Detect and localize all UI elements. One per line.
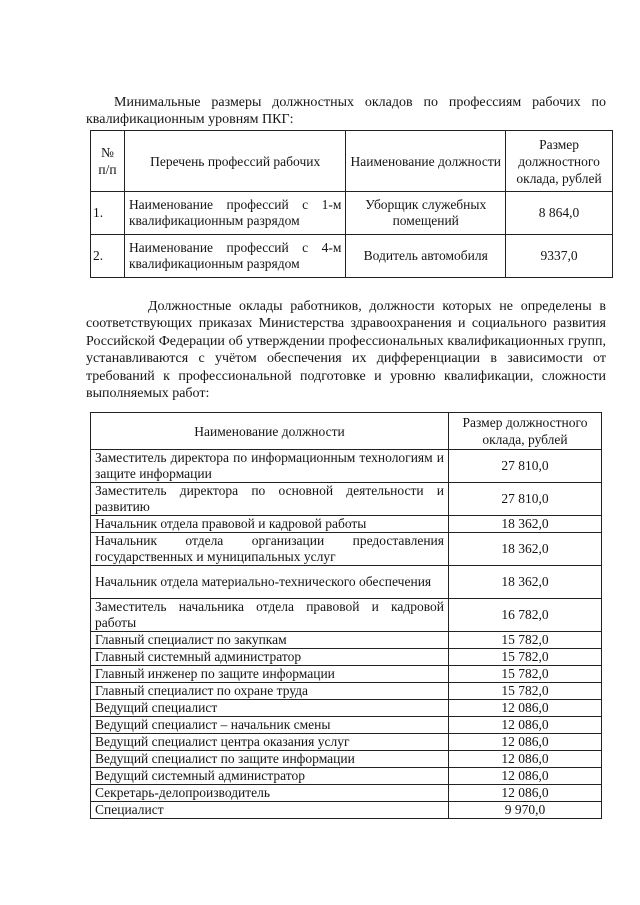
salary-value: 12 086,0: [449, 700, 602, 717]
salary-value: 16 782,0: [449, 599, 602, 632]
row-number: 1.: [91, 192, 125, 235]
table-row: [91, 450, 602, 483]
header-position: Наименование должности: [346, 131, 506, 192]
position-name: Ведущий специалист – начальник смены: [91, 717, 449, 734]
header-salary: Размер должностного оклада, рублей: [449, 413, 602, 450]
salary-value: 15 782,0: [449, 649, 602, 666]
position-name: Заместитель начальника отдела правовой и кадровой работы: [91, 599, 449, 632]
position-name: Специалист: [91, 802, 449, 819]
table-row: [91, 235, 613, 278]
position-name: Главный системный администратор: [91, 649, 449, 666]
salary-value: 15 782,0: [449, 632, 602, 649]
table-row: [91, 649, 602, 666]
position-name: Главный специалист по закупкам: [91, 632, 449, 649]
row-number: 2.: [91, 235, 125, 278]
row-salary: 8 864,0: [506, 192, 613, 235]
table-row: [91, 483, 602, 516]
position-name: Ведущий специалист по защите информации: [91, 751, 449, 768]
row-profession: Наименование профессий с 1-м квалификационным разрядом: [124, 192, 345, 235]
position-name: Ведущий специалист центра оказания услуг: [91, 734, 449, 751]
body-paragraph: Должностные оклады работников, должности которых не определены в соответствующих приказах Министерства здравоохранения и социального развития Российской Федерации об утверждении профессиональных квалификационных групп, устанавливаются с учётом обеспечения их дифференциации в зависимости от требований к профессиональной подготовке и уровню квалификации, сложности выполняемых работ:: [86, 299, 606, 402]
table-row: [91, 734, 602, 751]
table-row: [91, 533, 602, 566]
position-name: Ведущий специалист: [91, 700, 449, 717]
salary-value: 12 086,0: [449, 785, 602, 802]
position-name: Ведущий системный администратор: [91, 768, 449, 785]
table-row: [91, 785, 602, 802]
table-row: [91, 717, 602, 734]
salary-value: 18 362,0: [449, 516, 602, 533]
table-row: [91, 683, 602, 700]
table-row: [91, 632, 602, 649]
position-name: Заместитель директора по основной деятельности и развитию: [91, 483, 449, 516]
salary-value: 12 086,0: [449, 717, 602, 734]
position-name: Секретарь-делопроизводитель: [91, 785, 449, 802]
salary-value: 27 810,0: [449, 450, 602, 483]
header-number: № п/п: [91, 131, 125, 192]
position-name: Начальник отдела правовой и кадровой работы: [91, 516, 449, 533]
salary-value: 18 362,0: [449, 533, 602, 566]
worker-salary-table: [90, 130, 613, 278]
table-row: [91, 599, 602, 632]
table-row: [91, 768, 602, 785]
position-name: Заместитель директора по информационным технологиям и защите информации: [91, 450, 449, 483]
table-row: [91, 802, 602, 819]
table-row: [91, 700, 602, 717]
salary-value: 15 782,0: [449, 666, 602, 683]
header-salary: Размер должностного оклада, рублей: [506, 131, 613, 192]
salary-value: 12 086,0: [449, 734, 602, 751]
position-name: Главный специалист по охране труда: [91, 683, 449, 700]
salary-value: 12 086,0: [449, 768, 602, 785]
row-salary: 9337,0: [506, 235, 613, 278]
row-position: Водитель автомобиля: [346, 235, 506, 278]
table-row: [91, 751, 602, 768]
header-position-name: Наименование должности: [91, 413, 449, 450]
table-row: [91, 566, 602, 599]
position-name: Главный инженер по защите информации: [91, 666, 449, 683]
row-position: Уборщик служебных помещений: [346, 192, 506, 235]
salary-value: 18 362,0: [449, 566, 602, 599]
salary-value: 12 086,0: [449, 751, 602, 768]
salary-value: 9 970,0: [449, 802, 602, 819]
row-profession: Наименование профессий с 4-м квалификационным разрядом: [124, 235, 345, 278]
position-salary-table: [90, 412, 602, 819]
position-name: Начальник отдела материально-технического обеспечения: [91, 566, 449, 599]
salary-value: 27 810,0: [449, 483, 602, 516]
position-name: Начальник отдела организации предоставления государственных и муниципальных услуг: [91, 533, 449, 566]
table-header-row: [91, 131, 613, 192]
intro-text: Минимальные размеры должностных окладов по профессиям рабочих по квалификационным уровням ПКГ:: [86, 95, 606, 127]
table-row: [91, 666, 602, 683]
table-row: [91, 516, 602, 533]
salary-value: 15 782,0: [449, 683, 602, 700]
table-row: [91, 192, 613, 235]
header-profession: Перечень профессий рабочих: [124, 131, 345, 192]
table-header-row: [91, 413, 602, 450]
